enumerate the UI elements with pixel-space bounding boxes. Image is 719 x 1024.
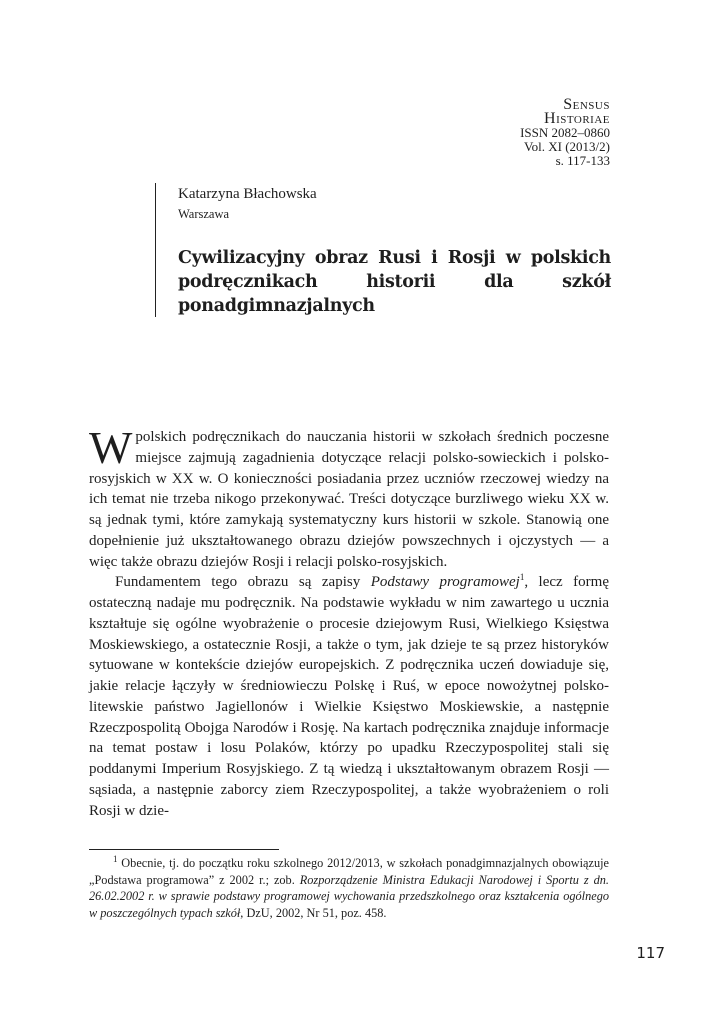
journal-issn: ISSN 2082–0860: [520, 125, 610, 140]
footnote-text-end: , DzU, 2002, Nr 51, poz. 458.: [240, 905, 387, 920]
footnote-reference: 1: [519, 572, 525, 583]
article-body: [89, 422, 609, 821]
paragraph-1-text: polskich podręcznikach do nauczania historii w szkołach średnich poczesne miejsce zajmują zagadnienia dotyczące relacji polsko-sowieckich i polsko-rosyjskich w XX w. O konieczności posiadania przez uczniów rzeczowej wiedzy na ich temat nie trzeba nikogo przekonywać. Treści dotyczące burzliwego wieku XX w. są jednak tymi, które zamykają systematyczny kurs historii w szkole. Stanowią one dopełnienie już ukształtowanego obrazu dziejów powszechnych i ojczystych — a więc także obrazu dziejów Rosji i relacji polsko-rosyjskich.: [89, 429, 609, 570]
paragraph-1: [89, 422, 609, 572]
footnote-1: [89, 855, 609, 921]
journal-volume: Vol. XI (2013/2): [523, 139, 610, 154]
drop-cap: W: [89, 422, 133, 473]
journal-title-line1: Sensus: [563, 96, 610, 113]
journal-info: [520, 98, 610, 168]
footnote-divider: [89, 849, 279, 850]
paragraph-2-italic: Podstawy programowej: [370, 574, 520, 591]
footnote: [89, 855, 609, 921]
article-header: [155, 183, 611, 317]
author-affiliation: Warszawa: [178, 207, 230, 221]
page-number: 117: [636, 944, 665, 962]
paragraph-2-rest: , lecz formę ostateczną nadaje mu podręcznik. Na podstawie wykładu w nim zawartego u ucznia kształtuje się ogólne wyobrażenie o procesie dziejowym Rusi, Wielkiego Księstwa Moskiewskiego, a ostatecznie Rosji, a także o tym, jak dzieje te są przez historyków sytuowane w kontekście dziejów europejskich. Z podręcznika uczeń dowiaduje się, jakie relacje łączyły w średniowieczu Polskę i Ruś, w epoce nowożytnej polsko-litewskie państwo Jagiellonów i Wielkie Księstwo Moskiewskie, a następnie Rzeczpospolitą Obojga Narodów i Rosję. Na kartach podręcznika znajduje informacje na temat postaw i losu Polaków, którzy po upadku Rzeczypospolitej stali się poddanymi Imperium Rosyjskiego. Z tą wiedzą i ukształtowanym obrazem Rosji — sąsiada, a następnie zaborcy ziem Rzeczypospolitej, a także wyobrażeniem o roli Rosji w dzie-: [89, 574, 609, 819]
footnote-number: 1: [113, 853, 118, 864]
article-title: Cywilizacyjny obraz Rusi i Rosji w polskich podręcznikach historii dla szkół ponadgimnazjalnych: [178, 248, 611, 316]
footnote-italic: Rozporządzenie Ministra Edukacji Narodowej i Sportu z dn. 26.02.2002 r. w sprawie podstawy programowej wychowania przedszkolnego oraz kształcenia ogólnego w poszczególnych typach szkół: [89, 872, 609, 920]
footnote-text-start: Obecnie, tj. do początku roku szkolnego 2012/2013, w szkołach ponadgimnazjalnych obowiązuje „Podstawa programowa” z 2002 r.; zob.: [89, 856, 609, 887]
author-name: Katarzyna Błachowska: [178, 186, 317, 202]
paragraph-2: [89, 572, 609, 821]
paragraph-2-start: Fundamentem tego obrazu są zapisy: [115, 574, 371, 591]
journal-pages: s. 117-133: [555, 153, 610, 168]
journal-title-line2: Historiae: [544, 110, 610, 127]
